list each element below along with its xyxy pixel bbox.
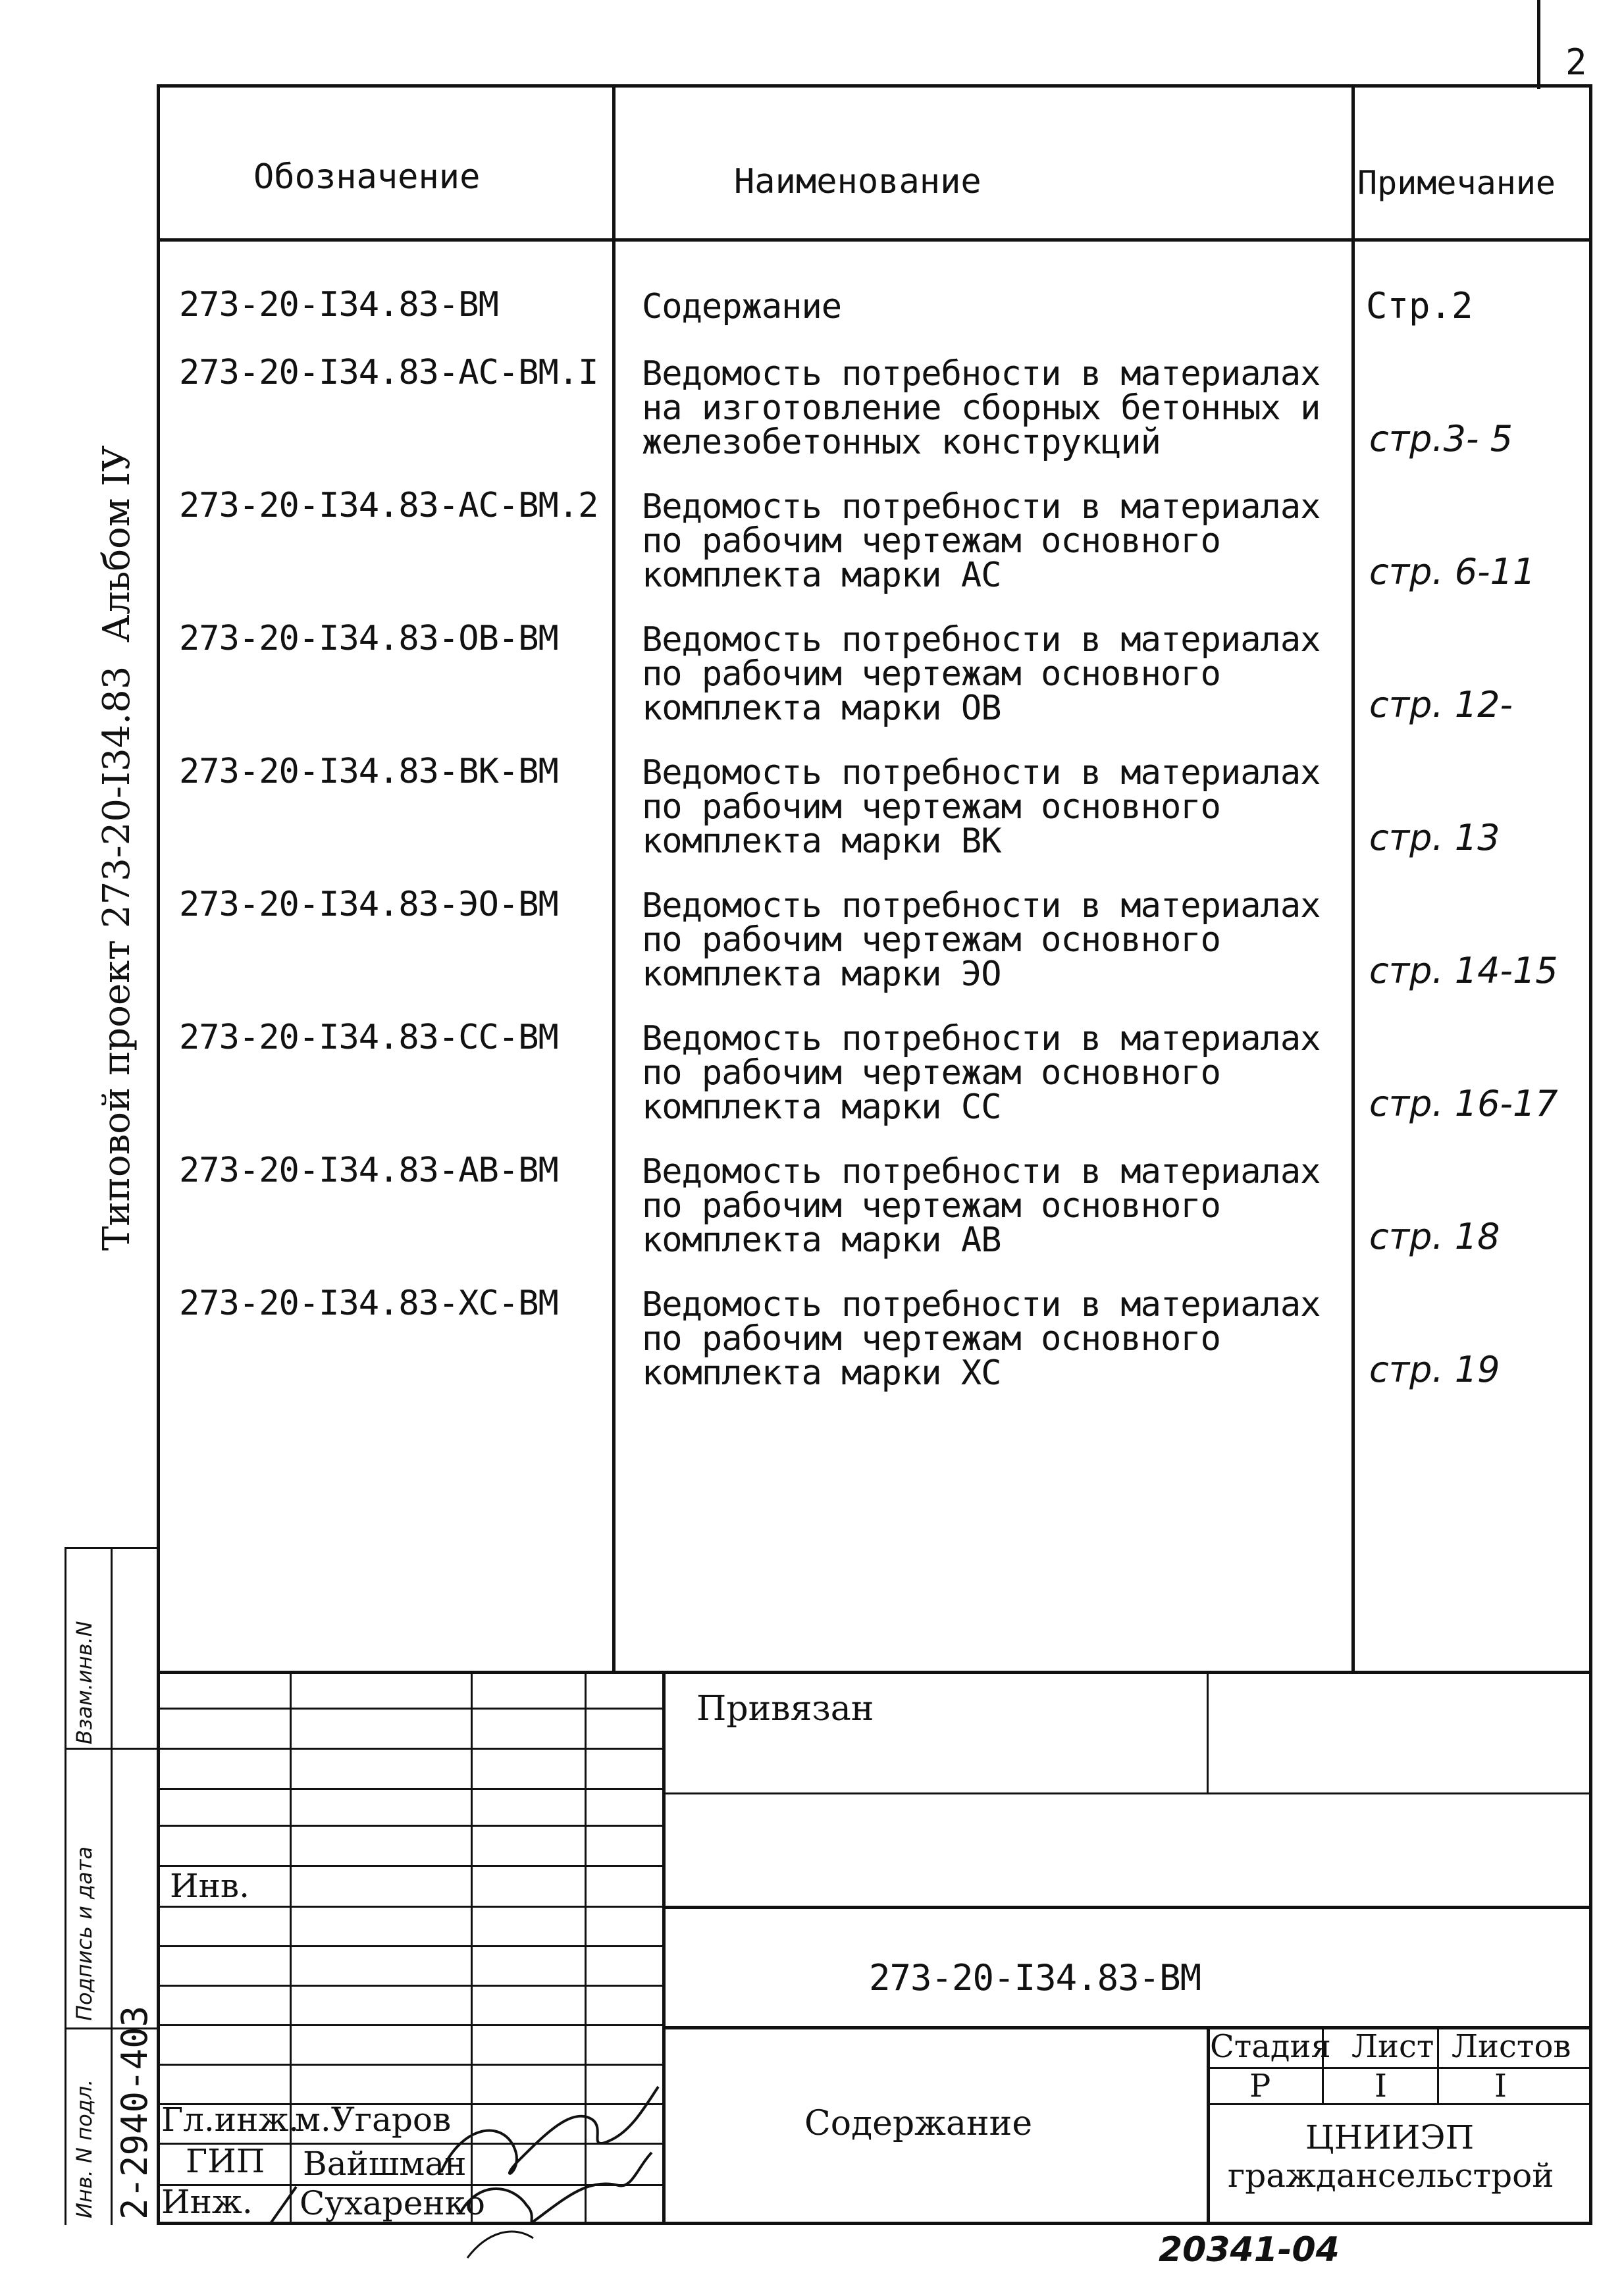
stamp-strip-sep1: [65, 1748, 158, 1750]
row-7-line-2: по рабочим чертежам основного: [642, 1053, 1220, 1093]
privyazan-divider: [1207, 1671, 1209, 1792]
row-1-code: 273-20-I34.83-BM: [179, 285, 498, 325]
row-2-note: стр.3- 5: [1369, 418, 1513, 459]
row-7-note: стр. 16-17: [1369, 1083, 1558, 1124]
stamp-strip-left: [65, 1547, 66, 2225]
row-9-line-3: комплекта марки ХС: [642, 1353, 1001, 1393]
row-1-note: Стр.2: [1366, 285, 1473, 327]
row-8-line-1: Ведомость потребности в материалах: [642, 1152, 1321, 1191]
stage-value: Р: [1249, 2068, 1271, 2105]
row-5-line-2: по рабочим чертежам основного: [642, 787, 1220, 827]
stage-grid-col-2: [1437, 2026, 1439, 2103]
sheet-label: Лист: [1351, 2028, 1434, 2065]
slash-mark: [263, 2184, 303, 2225]
row-7-line-1: Ведомость потребности в материалах: [642, 1019, 1321, 1059]
col-divider-2: [1351, 84, 1355, 1671]
stamp-replaces-inv: Взам.инв.N: [72, 1621, 97, 1744]
row-7-line-3: комплекта марки СС: [642, 1087, 1001, 1127]
row-2-line-3: железобетонных конструкций: [642, 423, 1161, 462]
row-8-line-2: по рабочим чертежам основного: [642, 1186, 1220, 1226]
person-3: Сухаренко: [300, 2184, 485, 2222]
row-8-code: 273-20-I34.83-AB-BM: [179, 1151, 558, 1190]
footer-number: 20341-04: [1159, 2230, 1340, 2270]
row-8-line-3: комплекта марки АВ: [642, 1220, 1001, 1260]
header-note: Примечание: [1357, 164, 1556, 202]
row-5-note: стр. 13: [1369, 817, 1500, 858]
row-3-line-2: по рабочим чертежам основного: [642, 521, 1220, 561]
sig-row-8: [157, 1985, 662, 1987]
page-number: 2: [1565, 41, 1587, 83]
page-number-box-left: [1537, 0, 1540, 89]
row-3-note: стр. 6-11: [1369, 551, 1536, 592]
stage-label: Стадия: [1210, 2028, 1331, 2065]
row-9-line-2: по рабочим чертежам основного: [642, 1319, 1220, 1359]
row-5-line-3: комплекта марки ВК: [642, 822, 1001, 861]
title-block-top: [157, 1671, 1592, 1674]
privyazan-bottom: [662, 1792, 1592, 1794]
row-4-line-1: Ведомость потребности в материалах: [642, 620, 1321, 660]
sig-col-1: [290, 1671, 292, 2225]
row-9-note: стр. 19: [1369, 1349, 1500, 1390]
header-rule: [157, 238, 1592, 242]
row-3-line-1: Ведомость потребности в материалах: [642, 487, 1321, 527]
row-2-line-2: на изготовление сборных бетонных и: [642, 388, 1321, 428]
row-4-note: стр. 12-: [1369, 684, 1513, 725]
signature-marks: [421, 2047, 678, 2264]
doc-title: Содержание: [804, 2104, 1033, 2143]
code-row-top: [662, 1906, 1592, 1909]
row-6-note: стр. 14-15: [1369, 950, 1558, 991]
stamp-signature-date: Подпись и дата: [72, 1846, 97, 2021]
sig-row-3: [157, 1788, 662, 1790]
stamp-strip-divider: [111, 1547, 113, 2225]
row-3-code: 273-20-I34.83-AC-BM.2: [179, 486, 598, 525]
sig-row-1: [157, 1708, 662, 1710]
header-name: Наименование: [734, 162, 982, 201]
row-9-line-1: Ведомость потребности в материалах: [642, 1285, 1321, 1324]
role-3: Инж.: [161, 2183, 253, 2221]
row-6-line-2: по рабочим чертежам основного: [642, 920, 1220, 960]
org-line-1: ЦНИИЭП: [1305, 2118, 1475, 2157]
sig-row-6: [157, 1906, 662, 1908]
row-1-line-1: Содержание: [642, 287, 842, 327]
role-1: Гл.инж.: [161, 2101, 300, 2139]
sig-row-7: [157, 1945, 662, 1947]
col-divider-1: [612, 84, 616, 1671]
sheets-label: Листов: [1452, 2028, 1571, 2065]
doc-code: 273-20-I34.83-BM: [869, 1957, 1201, 1999]
stamp-inv-orig: Инв. N подл.: [72, 2079, 97, 2218]
row-7-code: 273-20-I34.83-CC-BM: [179, 1018, 558, 1057]
sheets-value: I: [1494, 2068, 1507, 2105]
row-4-line-2: по рабочим чертежам основного: [642, 654, 1220, 694]
sig-row-4: [157, 1825, 662, 1827]
header-designation: Обозначение: [253, 157, 481, 197]
stamp-inv-number: 2-2940-403: [114, 2005, 155, 2220]
privyazan-label: Привязан: [696, 1689, 874, 1729]
row-6-line-3: комплекта марки ЭО: [642, 954, 1001, 994]
row-2-line-1: Ведомость потребности в материалах: [642, 354, 1321, 394]
person-2: Вайшман: [303, 2145, 467, 2183]
row-9-code: 273-20-I34.83-XC-BM: [179, 1284, 558, 1323]
sheet-value: I: [1375, 2068, 1387, 2105]
row-5-line-1: Ведомость потребности в материалах: [642, 753, 1321, 793]
row-2-code: 273-20-I34.83-AC-BM.I: [179, 353, 598, 392]
sig-row-9: [157, 2024, 662, 2026]
row-8-note: стр. 18: [1369, 1216, 1500, 1257]
person-1: м.Угаров: [295, 2101, 452, 2139]
side-label: Типовой проект 273-20-I34.83 Альбом IУ: [95, 445, 138, 1251]
sig-row-2: [157, 1748, 662, 1750]
row-6-code: 273-20-I34.83-ЭO-BM: [179, 885, 558, 924]
row-4-line-3: комплекта марки ОВ: [642, 689, 1001, 728]
inv-label: Инв.: [170, 1867, 249, 1905]
org-line-2: граждансельстрой: [1228, 2157, 1554, 2195]
row-4-code: 273-20-I34.83-OB-BM: [179, 619, 558, 658]
role-2: ГИП: [186, 2142, 265, 2180]
row-5-code: 273-20-I34.83-BK-BM: [179, 752, 558, 791]
row-3-line-3: комплекта марки АС: [642, 556, 1001, 595]
row-6-line-1: Ведомость потребности в материалах: [642, 886, 1321, 926]
